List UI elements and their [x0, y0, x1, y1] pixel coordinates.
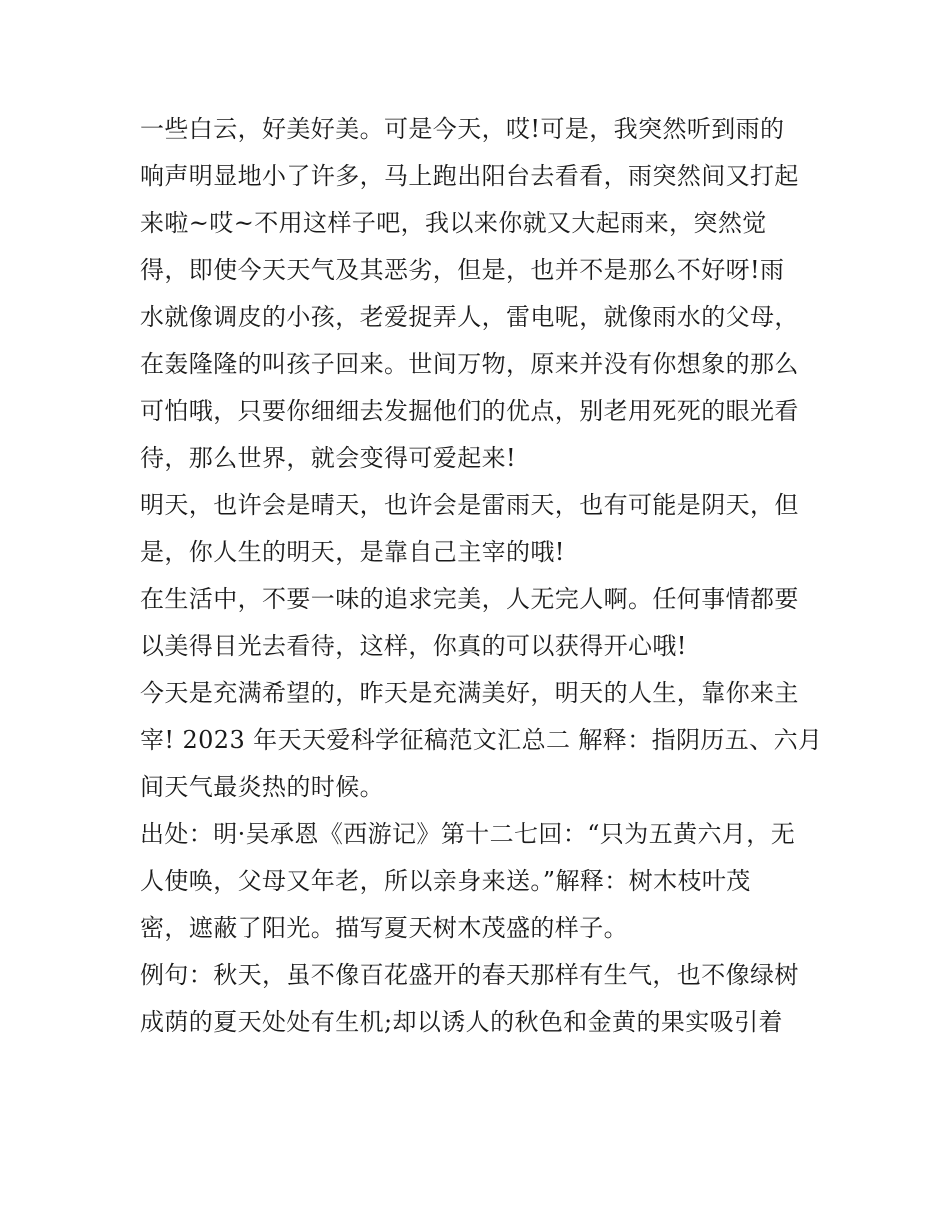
text-line: 是，你人生的明天，是靠自己主宰的哦! — [140, 538, 565, 566]
text-line: 在生活中，不要一味的追求完美，人无完人啊。任何事情都要 — [140, 585, 799, 613]
text-line: 在轰隆隆的叫孩子回来。世间万物，原来并没有你想象的那么 — [140, 350, 799, 378]
body-text — [140, 106, 823, 1046]
text-line: 例句：秋天，虽不像百花盛开的春天那样有生气，也不像绿树 — [140, 961, 799, 989]
text-line: 密，遮蔽了阳光。描写夏天树木茂盛的样子。 — [140, 914, 628, 942]
text-line: 响声明显地小了许多，马上跑出阳台去看看，雨突然间又打起 — [140, 162, 799, 190]
text-line: 得，即使今天天气及其恶劣，但是，也并不是那么不好呀!雨 — [140, 256, 785, 284]
text-line: 人使唤，父母又年老，所以亲身来送。”解释：树木枝叶茂 — [140, 867, 751, 895]
text-line: 来啦~哎~不用这样子吧，我以来你就又大起雨来，突然觉 — [140, 209, 767, 237]
text-line: 出处：明·吴承恩《西游记》第十二七回：“只为五黄六月，无 — [140, 820, 796, 848]
text-line: 今天是充满希望的，昨天是充满美好，明天的人生，靠你来主 — [140, 679, 799, 707]
text-line: 明天，也许会是晴天，也许会是雷雨天，也有可能是阴天，但 — [140, 491, 799, 519]
text-line: 以美得目光去看待，这样，你真的可以获得开心哦! — [140, 632, 687, 660]
text-line: 可怕哦，只要你细细去发掘他们的优点，别老用死死的眼光看 — [140, 397, 799, 425]
text-line: 水就像调皮的小孩，老爱捉弄人，雷电呢，就像雨水的父母， — [140, 303, 799, 331]
text-line: 成荫的夏天处处有生机;却以诱人的秋色和金黄的果实吸引着 — [140, 1008, 783, 1036]
text-line: 宰! 2023 年天天爱科学征稿范文汇总二 解释：指阴历五、六月 — [140, 726, 823, 754]
text-line: 一些白云，好美好美。可是今天，哎!可是，我突然听到雨的 — [140, 115, 785, 143]
text-line: 间天气最炎热的时候。 — [140, 773, 384, 801]
text-line: 待，那么世界，就会变得可爱起来! — [140, 444, 517, 472]
